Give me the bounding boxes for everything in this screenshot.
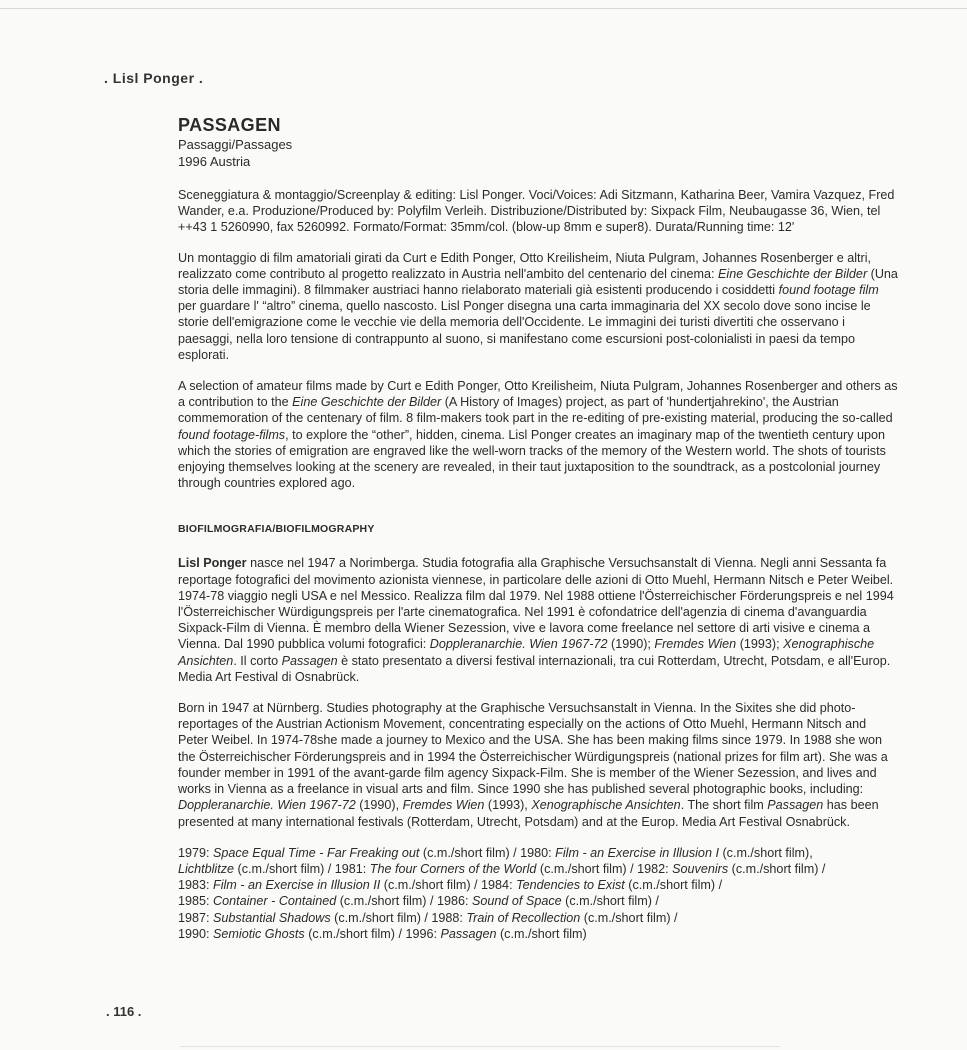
film-subtitle: Passaggi/Passages xyxy=(178,137,293,152)
biography-italian: Lisl Ponger nasce nel 1947 a Norimberga. Studia fotografia alla Graphische Versuchsanstalt di Vienna. Negli anni Sessanta fa reportage fotografici del movimento azionista viennese, in particolare delle azioni di Otto Muehl, Hermann Nitsch e Peter Weibel. 1974-78 viaggio negli USA e nel Messico. Realizza film dal 1979. Nel 1988 ottiene l'Österreichischer Förderungspreis e nel 1994 l'Österreichischer Würdigungspreis per l'arte cinematografica. Nel 1991 è cofondatrice dell'agenzia di cinema d'avanguardia Sixpack-Film di Vienna. È membro della Wiener Sezession, vive e lavora come freelance nel settore di arti visive e cinema a Vienna. Dal 1990 pubblica volumi fotografici: Doppleranarchie. Wien 1967-72 (1990); Fremdes Wien (1993); Xenographische Ansichten. Il corto Passagen è stato presentato a diversi festival internazionali, tra cui Rotterdam, Utrecht, Potsdam, e all'Europ. Media Art Festival di Osnabrück. xyxy=(178,556,894,684)
filmography-line: 1990: Semiotic Ghosts (c.m./short film) / 1996: Passagen (c.m./short film) xyxy=(178,926,587,941)
director-name: Lisl Ponger xyxy=(178,556,247,571)
running-header: . Lisl Ponger . xyxy=(104,70,204,86)
article xyxy=(178,114,898,942)
filmography-line: 1985: Container - Contained (c.m./short film) / 1986: Sound of Space (c.m./short film) / xyxy=(178,894,659,909)
film-title: PASSAGEN xyxy=(178,115,281,135)
film-year-country: 1996 Austria xyxy=(178,154,251,169)
filmography-line: 1987: Substantial Shadows (c.m./short film) / 1988: Train of Recollection (c.m./short film) / xyxy=(178,910,678,925)
biography-english: Born in 1947 at Nürnberg. Studies photography at the Graphische Versuchsanstalt in Vienna. In the Sixites she did photo-reportages of the Austrian Actionism Movement, concentrating especially on the actions of Otto Muehl, Hermann Nitsch and Peter Weibel. In 1974-78she made a journey to Mexico and the USA. She has been making films since 1979. In 1988 she won the Österreichischer Förderungspreis and in 1994 the Österreichischer Würdigungspreis (national prizes for film art). She was a founder member in 1991 of the avant-garde film agency Sixpack-Film. She is member of the Wiener Sezession, and lives and works in Vienna as a freelance in visual arts and film. Since 1990 she has published several photographic books, including: Doppleranarchie. Wien 1967-72 (1990), Fremdes Wien (1993), Xenographische Ansichten. The short film Passagen has been presented at many international festivals (Rotterdam, Utrecht, Potsdam) and at the Europ. Media Art Festival Osnabrück. xyxy=(178,701,888,829)
section-heading-biofilmography: BIOFILMOGRAFIA/BIOFILMOGRAPHY xyxy=(178,523,375,536)
synopsis-italian: Un montaggio di film amatoriali girati da Curt e Edith Ponger, Otto Kreilisheim, Niuta Pulgram, Johannes Rosenberger e altri, realizzato come contributo al progetto realizzato in Austria nell'ambito del centenario del cinema: Eine Geschichte der Bilder (Una storia delle immagini). 8 filmmaker austriaci hanno rielaborato materiali già esistenti producendo i cosiddetti found footage film per guardare l' “altro” cinema, quello nascosto. Lisl Ponger disegna una carta immaginaria del XX secolo dove sono incise le storie dell'emigrazione come le vecchie vie della memoria dell'Occidente. Le immagini dei turisti divertiti che osservano i paesaggi, nella loro tensione di contrappunto al suono, si manifestano come escursioni post-colonialisti in paesi da tempo esplorati. xyxy=(178,250,898,362)
page-number: . 116 . xyxy=(106,1004,142,1019)
filmography-line: 1979: Space Equal Time - Far Freaking out (c.m./short film) / 1980: Film - an Exercise in Illusion I (c.m./short film), xyxy=(178,845,813,860)
filmography-list xyxy=(178,845,898,942)
filmography-line: 1983: Film - an Exercise in Illusion II (c.m./short film) / 1984: Tendencies to Exist (c.m./short film) / xyxy=(178,878,723,893)
top-rule xyxy=(0,8,967,9)
credits-paragraph: Sceneggiatura & montaggio/Screenplay & editing: Lisl Ponger. Voci/Voices: Adi Sitzmann, Katharina Beer, Vamira Vazquez, Fred Wander, e.a. Produzione/Produced by: Polyfilm Verleih. Distribuzione/Distributed by: Sixpack Film, Neubaugasse 36, Wien, tel ++43 1 5260990, fax 5260992. Formato/Format: 35mm/col. (blow-up 8mm e super8). Durata/Running time: 12' xyxy=(178,188,895,235)
synopsis-english: A selection of amateur films made by Curt e Edith Ponger, Otto Kreilisheim, Niuta Pulgram, Johannes Rosenberger and others as a contribution to the Eine Geschichte der Bilder (A History of Images) project, as part of 'hundertjahrekino', the Austrian commemoration of the centenary of film. 8 film-makers took part in the re-editing of pre-existing material, producing the so-called found footage-films, to explore the “other”, hidden, cinema. Lisl Ponger creates an imaginary map of the twentieth century upon which the stories of emigration are engraved like the well-worn tracks of the memory of the Western world. The shots of tourists enjoying themselves looking at the scenery are revealed, in their taut juxtaposition to the soundtrack, as a postcolonial journey through countries explored ago. xyxy=(178,379,898,491)
bottom-rule xyxy=(180,1046,780,1047)
filmography-line: Lichtblitze (c.m./short film) / 1981: The four Corners of the World (c.m./short film) / 1982: Souvenirs (c.m./short film) / xyxy=(178,861,826,876)
